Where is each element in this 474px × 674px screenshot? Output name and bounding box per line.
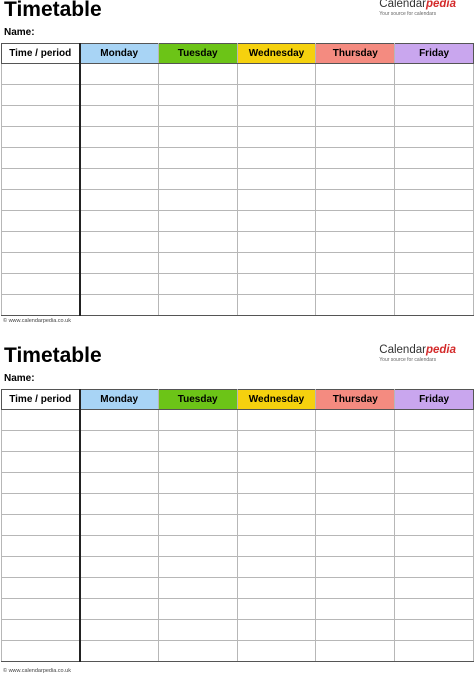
timetable-cell[interactable] (316, 148, 395, 169)
timetable-cell[interactable] (237, 253, 316, 274)
timetable-cell[interactable] (158, 515, 237, 536)
time-period-cell[interactable] (2, 85, 80, 106)
timetable-cell[interactable] (158, 169, 237, 190)
timetable-cell[interactable] (237, 232, 316, 253)
timetable-cell[interactable] (316, 106, 395, 127)
timetable-cell[interactable] (158, 620, 237, 641)
timetable-cell[interactable] (80, 295, 159, 316)
time-period-cell[interactable] (2, 295, 80, 316)
timetable-cell[interactable] (316, 410, 395, 431)
time-period-cell[interactable] (2, 410, 80, 431)
brand-name-plain: Calendar (379, 344, 426, 356)
timetable-cell[interactable] (158, 431, 237, 452)
timetable-cell[interactable] (395, 190, 474, 211)
timetable-cell[interactable] (316, 232, 395, 253)
timetable-cell[interactable] (80, 64, 159, 85)
timetable-cell[interactable] (237, 515, 316, 536)
timetable-cell[interactable] (316, 211, 395, 232)
page-title: Timetable (4, 344, 102, 367)
timetable-cell[interactable] (316, 599, 395, 620)
timetable-cell[interactable] (237, 473, 316, 494)
brand-tagline: Your source for calendars (379, 11, 437, 17)
table-row (2, 473, 474, 494)
timetable-cell[interactable] (237, 641, 316, 662)
timetable-cell[interactable] (395, 232, 474, 253)
time-period-cell[interactable] (2, 127, 80, 148)
timetable-cell[interactable] (237, 274, 316, 295)
table-row (2, 452, 474, 473)
timetable-cell[interactable] (395, 536, 474, 557)
timetable-cell[interactable] (316, 431, 395, 452)
timetable-cell[interactable] (80, 148, 159, 169)
timetable-cell[interactable] (80, 599, 159, 620)
time-period-cell[interactable] (2, 169, 80, 190)
column-header: Monday (80, 390, 159, 410)
time-period-cell[interactable] (2, 253, 80, 274)
timetable-cell[interactable] (80, 253, 159, 274)
timetable-cell[interactable] (237, 148, 316, 169)
brand-name-plain: Calendar (379, 0, 426, 10)
time-period-cell[interactable] (2, 148, 80, 169)
time-period-cell[interactable] (2, 232, 80, 253)
timetable-cell[interactable] (395, 473, 474, 494)
time-period-cell[interactable] (2, 599, 80, 620)
timetable-cell[interactable] (80, 578, 159, 599)
timetable-cell[interactable] (158, 127, 237, 148)
table-row (2, 599, 474, 620)
timetable-cell[interactable] (395, 410, 474, 431)
timetable-cell[interactable] (316, 64, 395, 85)
timetable-cell[interactable] (80, 494, 159, 515)
header-row (2, 44, 474, 64)
copyright-text: © www.calendarpedia.co.uk (3, 318, 71, 324)
timetable-cell[interactable] (158, 253, 237, 274)
timetable-cell[interactable] (237, 431, 316, 452)
timetable-cell[interactable] (80, 452, 159, 473)
timetable-cell[interactable] (158, 85, 237, 106)
timetable-cell[interactable] (316, 274, 395, 295)
timetable-cell[interactable] (158, 452, 237, 473)
timetable-cell[interactable] (395, 557, 474, 578)
timetable-cell[interactable] (158, 274, 237, 295)
timetable-cell[interactable] (237, 536, 316, 557)
timetable-cell[interactable] (80, 431, 159, 452)
time-period-cell[interactable] (2, 211, 80, 232)
timetable-cell[interactable] (80, 641, 159, 662)
table-row (2, 232, 474, 253)
timetable-cell[interactable] (395, 127, 474, 148)
timetable-cell[interactable] (237, 106, 316, 127)
column-header: Thursday (316, 44, 395, 64)
brand-tagline: Your source for calendars (379, 357, 437, 363)
timetable-cell[interactable] (158, 295, 237, 316)
timetable-cell[interactable] (237, 494, 316, 515)
table-row (2, 515, 474, 536)
table-row (2, 295, 474, 316)
timetable-cell[interactable] (395, 620, 474, 641)
table-row (2, 536, 474, 557)
timetable-cell[interactable] (237, 452, 316, 473)
timetable-cell[interactable] (237, 620, 316, 641)
timetable-grid (1, 389, 474, 662)
timetable-cell[interactable] (158, 599, 237, 620)
copyright-text: © www.calendarpedia.co.uk (3, 668, 71, 674)
timetable-cell[interactable] (316, 620, 395, 641)
table-row (2, 274, 474, 295)
time-period-cell[interactable] (2, 578, 80, 599)
timetable-cell[interactable] (80, 85, 159, 106)
page-title: Timetable (4, 0, 102, 21)
timetable-cell[interactable] (158, 232, 237, 253)
timetable-cell[interactable] (158, 64, 237, 85)
column-header: Wednesday (237, 390, 316, 410)
column-header: Time / period (2, 44, 80, 64)
table-row (2, 253, 474, 274)
column-header: Thursday (316, 390, 395, 410)
timetable-cell[interactable] (158, 190, 237, 211)
timetable-cell[interactable] (80, 515, 159, 536)
name-label: Name: (4, 27, 35, 38)
timetable-cell[interactable] (395, 515, 474, 536)
timetable-cell[interactable] (395, 211, 474, 232)
timetable-cell[interactable] (395, 85, 474, 106)
timetable-cell[interactable] (316, 169, 395, 190)
timetable-cell[interactable] (80, 274, 159, 295)
table-row (2, 148, 474, 169)
brand-name-accent: pedia (425, 0, 456, 10)
timetable-cell[interactable] (316, 494, 395, 515)
timetable-cell[interactable] (80, 211, 159, 232)
header-row (2, 390, 474, 410)
brand-name-accent: pedia (425, 344, 456, 356)
table-row (2, 85, 474, 106)
column-header: Monday (80, 44, 159, 64)
timetable-cell[interactable] (395, 431, 474, 452)
timetable-cell[interactable] (395, 641, 474, 662)
timetable-cell[interactable] (316, 515, 395, 536)
timetable-cell[interactable] (237, 64, 316, 85)
timetable-cell[interactable] (237, 169, 316, 190)
timetable-cell[interactable] (316, 295, 395, 316)
timetable-cell[interactable] (237, 211, 316, 232)
timetable-cell[interactable] (395, 274, 474, 295)
timetable-cell[interactable] (395, 253, 474, 274)
timetable-cell[interactable] (316, 557, 395, 578)
timetable-cell[interactable] (237, 85, 316, 106)
table-row (2, 211, 474, 232)
timetable-cell[interactable] (316, 641, 395, 662)
timetable-cell[interactable] (80, 106, 159, 127)
time-period-cell[interactable] (2, 473, 80, 494)
timetable-cell[interactable] (158, 211, 237, 232)
timetable-cell[interactable] (237, 578, 316, 599)
timetable-cell[interactable] (316, 190, 395, 211)
column-header: Time / period (2, 390, 80, 410)
column-header: Friday (395, 44, 474, 64)
brand-logo (379, 344, 456, 363)
timetable-cell[interactable] (158, 557, 237, 578)
timetable-cell[interactable] (237, 190, 316, 211)
timetable-cell[interactable] (237, 557, 316, 578)
timetable-cell[interactable] (316, 452, 395, 473)
timetable-cell[interactable] (316, 85, 395, 106)
timetable-cell[interactable] (158, 148, 237, 169)
timetable-cell[interactable] (80, 557, 159, 578)
column-header: Friday (395, 390, 474, 410)
timetable-cell[interactable] (395, 295, 474, 316)
timetable-cell[interactable] (80, 169, 159, 190)
timetable-cell[interactable] (237, 295, 316, 316)
table-row (2, 557, 474, 578)
time-period-cell[interactable] (2, 515, 80, 536)
table-row (2, 431, 474, 452)
table-row (2, 410, 474, 431)
timetable-cell[interactable] (158, 578, 237, 599)
table-row (2, 620, 474, 641)
name-label: Name: (4, 373, 35, 384)
time-period-cell[interactable] (2, 494, 80, 515)
timetable-cell[interactable] (158, 641, 237, 662)
timetable-cell[interactable] (237, 410, 316, 431)
time-period-cell[interactable] (2, 557, 80, 578)
timetable-cell[interactable] (80, 190, 159, 211)
timetable-cell[interactable] (395, 64, 474, 85)
time-period-cell[interactable] (2, 431, 80, 452)
timetable-cell[interactable] (395, 148, 474, 169)
timetable-cell[interactable] (158, 494, 237, 515)
timetable-cell[interactable] (158, 473, 237, 494)
column-header: Tuesday (158, 44, 237, 64)
time-period-cell[interactable] (2, 536, 80, 557)
timetable-cell[interactable] (80, 232, 159, 253)
table-row (2, 190, 474, 211)
column-header: Wednesday (237, 44, 316, 64)
timetable-cell[interactable] (395, 578, 474, 599)
timetable-cell[interactable] (158, 106, 237, 127)
time-period-cell[interactable] (2, 452, 80, 473)
timetable-cell[interactable] (316, 473, 395, 494)
table-row (2, 578, 474, 599)
timetable-cell[interactable] (237, 127, 316, 148)
time-period-cell[interactable] (2, 106, 80, 127)
timetable-cell[interactable] (395, 452, 474, 473)
time-period-cell[interactable] (2, 190, 80, 211)
brand-logo (379, 0, 456, 17)
timetable-cell[interactable] (395, 494, 474, 515)
timetable-cell[interactable] (237, 599, 316, 620)
timetable-cell[interactable] (316, 127, 395, 148)
timetable-cell[interactable] (395, 106, 474, 127)
table-row (2, 641, 474, 662)
table-row (2, 64, 474, 85)
column-header: Tuesday (158, 390, 237, 410)
table-row (2, 494, 474, 515)
time-period-cell[interactable] (2, 64, 80, 85)
timetable-cell[interactable] (316, 253, 395, 274)
timetable-grid (1, 43, 474, 316)
timetable-cell[interactable] (316, 536, 395, 557)
timetable-cell[interactable] (395, 169, 474, 190)
time-period-cell[interactable] (2, 641, 80, 662)
timetable-cell[interactable] (80, 127, 159, 148)
timetable-cell[interactable] (158, 410, 237, 431)
timetable-cell[interactable] (80, 410, 159, 431)
timetable-cell[interactable] (80, 536, 159, 557)
timetable-cell[interactable] (158, 536, 237, 557)
table-row (2, 127, 474, 148)
timetable-cell[interactable] (80, 473, 159, 494)
table-row (2, 106, 474, 127)
time-period-cell[interactable] (2, 620, 80, 641)
timetable-cell[interactable] (316, 578, 395, 599)
time-period-cell[interactable] (2, 274, 80, 295)
table-row (2, 169, 474, 190)
timetable-cell[interactable] (80, 620, 159, 641)
timetable-cell[interactable] (395, 599, 474, 620)
